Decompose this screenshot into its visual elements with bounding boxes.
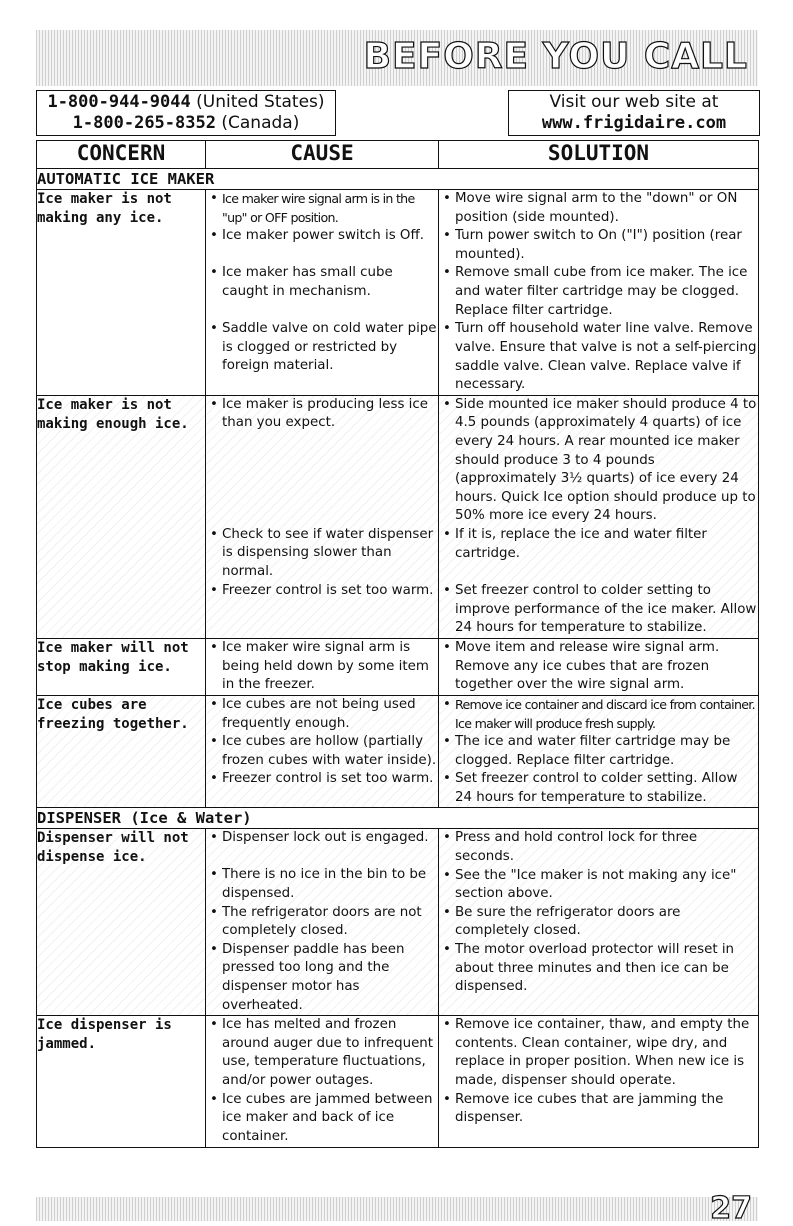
concern-cell: Ice cubes are freezing together. bbox=[37, 695, 206, 808]
cause-item bbox=[206, 904, 438, 941]
bullet-icon: • bbox=[210, 830, 218, 846]
solution-cell bbox=[439, 190, 759, 396]
bullet-icon: • bbox=[443, 904, 451, 920]
cause-item bbox=[206, 526, 438, 582]
table-row bbox=[37, 190, 759, 396]
solution-item bbox=[439, 1016, 758, 1090]
bullet-icon: • bbox=[443, 771, 451, 787]
solution-text: The motor overload protector will reset in about three minutes and then ice can be dispensed. bbox=[455, 942, 735, 995]
bullet-icon: • bbox=[210, 321, 218, 337]
page-title: BEFORE YOU CALL bbox=[363, 36, 748, 77]
bullet-icon: • bbox=[210, 228, 218, 244]
solution-cell bbox=[439, 638, 759, 695]
solution-item bbox=[439, 190, 758, 227]
concern-cell: Ice maker is not making enough ice. bbox=[37, 395, 206, 638]
solution-text: Side mounted ice maker should produce 4 to 4.5 pounds (approximately 4 quarts) of ice every 24 hours. A rear mounted ice maker should produce 3 to 4 pounds (approximately 3½ quarts) of ice every 24 hours. Quick Ice option should produce up to 50% more ice every 24 hours. bbox=[455, 396, 757, 524]
bullet-icon: • bbox=[210, 1017, 218, 1033]
cause-cell bbox=[206, 395, 439, 638]
solution-text: Turn power switch to On ("I") position (rear mounted). bbox=[455, 228, 742, 262]
cause-item bbox=[206, 320, 438, 394]
solution-cell bbox=[439, 695, 759, 808]
cause-item bbox=[206, 770, 438, 807]
solution-item bbox=[439, 1091, 758, 1147]
solution-text: Press and hold control lock for three seconds. bbox=[455, 830, 698, 865]
cause-text: Ice maker has small cube caught in mechanism. bbox=[222, 265, 393, 299]
header-concern: CONCERN bbox=[37, 141, 206, 169]
cause-cell bbox=[206, 829, 439, 1016]
table-row bbox=[37, 395, 759, 638]
canada-phone: 1-800-265-8352 bbox=[72, 113, 216, 133]
solution-text: Turn off household water line valve. Remove valve. Ensure that valve is not a self-piercing saddle valve. Clean valve. Replace valve if necessary. bbox=[455, 321, 757, 393]
bullet-icon: • bbox=[210, 639, 218, 655]
cause-item bbox=[206, 941, 438, 1015]
cause-text: Dispenser paddle has been pressed too long and the dispenser motor has overheated. bbox=[222, 941, 405, 1013]
bullet-icon: • bbox=[210, 696, 218, 712]
solution-item bbox=[439, 941, 758, 1015]
bullet-icon: • bbox=[210, 867, 218, 883]
cause-item bbox=[206, 396, 438, 526]
solution-item bbox=[439, 639, 758, 695]
bullet-icon: • bbox=[443, 321, 451, 337]
solution-cell bbox=[439, 395, 759, 638]
cause-text: Freezer control is set too warm. bbox=[222, 582, 434, 598]
website-url[interactable]: www.frigidaire.com bbox=[541, 113, 727, 133]
solution-text: If it is, replace the ice and water filter cartridge. bbox=[455, 526, 707, 561]
solution-item bbox=[439, 696, 758, 733]
solution-item bbox=[439, 396, 758, 526]
solution-item bbox=[439, 829, 758, 866]
cause-item bbox=[206, 1091, 438, 1147]
concern-cell: Ice maker will not stop making ice. bbox=[37, 638, 206, 695]
cause-text: Dispenser lock out is engaged. bbox=[222, 830, 429, 846]
cause-cell bbox=[206, 695, 439, 808]
cause-item bbox=[206, 264, 438, 320]
cause-item bbox=[206, 227, 438, 264]
bullet-icon: • bbox=[443, 1017, 451, 1033]
header-cause: CAUSE bbox=[206, 141, 439, 169]
cause-cell bbox=[206, 190, 439, 396]
cause-cell bbox=[206, 1016, 439, 1147]
section-row bbox=[37, 808, 759, 829]
solution-cell bbox=[439, 1016, 759, 1147]
solution-item bbox=[439, 264, 758, 320]
bullet-icon: • bbox=[443, 265, 451, 281]
cause-item bbox=[206, 733, 438, 770]
table-header-row bbox=[37, 141, 759, 169]
solution-text: Remove ice container and discard ice from container. Ice maker will produce fresh supply. bbox=[455, 696, 755, 731]
cause-text: The refrigerator doors are not completely closed. bbox=[222, 904, 422, 939]
bullet-icon: • bbox=[210, 396, 218, 412]
bullet-icon: • bbox=[443, 639, 451, 655]
solution-item bbox=[439, 770, 758, 807]
bullet-icon: • bbox=[210, 771, 218, 787]
cause-text: Freezer control is set too warm. bbox=[222, 771, 434, 787]
cause-text: Ice maker is producing less ice than you expect. bbox=[222, 396, 428, 431]
solution-text: Set freezer control to colder setting to improve performance of the ice maker. Allow 24 hours for temperature to stabilize. bbox=[455, 582, 757, 636]
cause-text: Saddle valve on cold water pipe is clogged or restricted by foreign material. bbox=[222, 321, 437, 374]
bullet-icon: • bbox=[443, 582, 451, 598]
table-row bbox=[37, 638, 759, 695]
bullet-icon: • bbox=[443, 734, 451, 750]
cause-text: Check to see if water dispenser is dispensing slower than normal. bbox=[222, 526, 434, 579]
cause-item bbox=[206, 582, 438, 638]
solution-text: Remove small cube from ice maker. The ice and water filter cartridge may be clogged. Replace filter cartridge. bbox=[455, 265, 748, 318]
solution-text: Remove ice cubes that are jamming the dispenser. bbox=[455, 1091, 724, 1126]
bullet-icon: • bbox=[210, 904, 218, 920]
bullet-icon: • bbox=[210, 265, 218, 281]
cause-item bbox=[206, 866, 438, 903]
bullet-icon: • bbox=[443, 228, 451, 244]
cause-text: Ice maker wire signal arm is in the "up" or OFF position. bbox=[222, 191, 415, 225]
cause-item bbox=[206, 190, 438, 227]
cause-text: Ice cubes are not being used frequently enough. bbox=[222, 696, 416, 731]
bullet-icon: • bbox=[443, 696, 451, 712]
solution-item bbox=[439, 227, 758, 264]
solution-item bbox=[439, 320, 758, 394]
table-row bbox=[37, 1016, 759, 1147]
bullet-icon: • bbox=[210, 1091, 218, 1107]
cause-item bbox=[206, 1016, 438, 1090]
section-dispenser: DISPENSER (Ice & Water) bbox=[37, 808, 759, 829]
solution-item bbox=[439, 733, 758, 770]
website-box bbox=[508, 90, 760, 136]
bullet-icon: • bbox=[443, 191, 451, 206]
footer-bar bbox=[36, 1191, 758, 1226]
bullet-icon: • bbox=[210, 941, 218, 957]
troubleshooting-table bbox=[36, 140, 759, 1148]
solution-item bbox=[439, 904, 758, 941]
solution-item bbox=[439, 582, 758, 638]
bullet-icon: • bbox=[443, 867, 451, 883]
solution-text: Set freezer control to colder setting. Allow 24 hours for temperature to stabilize. bbox=[455, 771, 738, 805]
cause-text: Ice cubes are jammed between ice maker and back of ice container. bbox=[222, 1091, 433, 1144]
canada-label: (Canada) bbox=[221, 113, 300, 133]
solution-text: Remove ice container, thaw, and empty the contents. Clean container, wipe dry, and replace in proper position. When new ice is made, dispenser should operate. bbox=[455, 1017, 750, 1088]
cause-item bbox=[206, 696, 438, 733]
bullet-icon: • bbox=[210, 526, 218, 542]
cause-text: Ice has melted and frozen around auger due to infrequent use, temperature fluctuations, and/or power outages. bbox=[222, 1017, 434, 1088]
solution-item bbox=[439, 526, 758, 582]
cause-item bbox=[206, 829, 438, 866]
concern-cell: Ice dispenser is jammed. bbox=[37, 1016, 206, 1147]
solution-item bbox=[439, 867, 758, 904]
section-ice-maker: AUTOMATIC ICE MAKER bbox=[37, 169, 759, 190]
cause-text: Ice maker wire signal arm is being held down by some item in the freezer. bbox=[222, 639, 429, 693]
bullet-icon: • bbox=[210, 191, 218, 206]
solution-text: See the "Ice maker is not making any ice" section above. bbox=[455, 867, 737, 902]
section-row bbox=[37, 169, 759, 190]
cause-text: There is no ice in the bin to be dispensed. bbox=[222, 867, 427, 902]
bullet-icon: • bbox=[443, 942, 451, 958]
solution-text: The ice and water filter cartridge may be clogged. Replace filter cartridge. bbox=[455, 734, 731, 768]
bullet-icon: • bbox=[210, 582, 218, 598]
cause-text: Ice maker power switch is Off. bbox=[222, 228, 424, 244]
page-number: 27 bbox=[710, 1191, 752, 1226]
solution-cell bbox=[439, 829, 759, 1016]
concern-cell: Ice maker is not making any ice. bbox=[37, 190, 206, 396]
phone-numbers-box bbox=[36, 90, 336, 136]
cause-text: Ice cubes are hollow (partially frozen cubes with water inside). bbox=[222, 734, 437, 768]
website-label: Visit our web site at bbox=[549, 92, 719, 112]
solution-text: Be sure the refrigerator doors are completely closed. bbox=[455, 904, 681, 939]
us-phone: 1-800-944-9044 bbox=[47, 92, 191, 112]
table-row bbox=[37, 829, 759, 1016]
cause-cell bbox=[206, 638, 439, 695]
header-solution: SOLUTION bbox=[439, 141, 759, 169]
bullet-icon: • bbox=[443, 830, 451, 846]
bullet-icon: • bbox=[443, 396, 451, 412]
solution-text: Move wire signal arm to the "down" or ON position (side mounted). bbox=[455, 191, 738, 225]
bullet-icon: • bbox=[443, 1091, 451, 1107]
bullet-icon: • bbox=[443, 526, 451, 542]
cause-item bbox=[206, 639, 438, 695]
table-row bbox=[37, 695, 759, 808]
us-label: (United States) bbox=[196, 92, 325, 112]
header-banner bbox=[36, 30, 758, 86]
solution-text: Move item and release wire signal arm. Remove any ice cubes that are frozen together over the wire signal arm. bbox=[455, 639, 720, 693]
bullet-icon: • bbox=[210, 734, 218, 750]
concern-cell: Dispenser will not dispense ice. bbox=[37, 829, 206, 1016]
